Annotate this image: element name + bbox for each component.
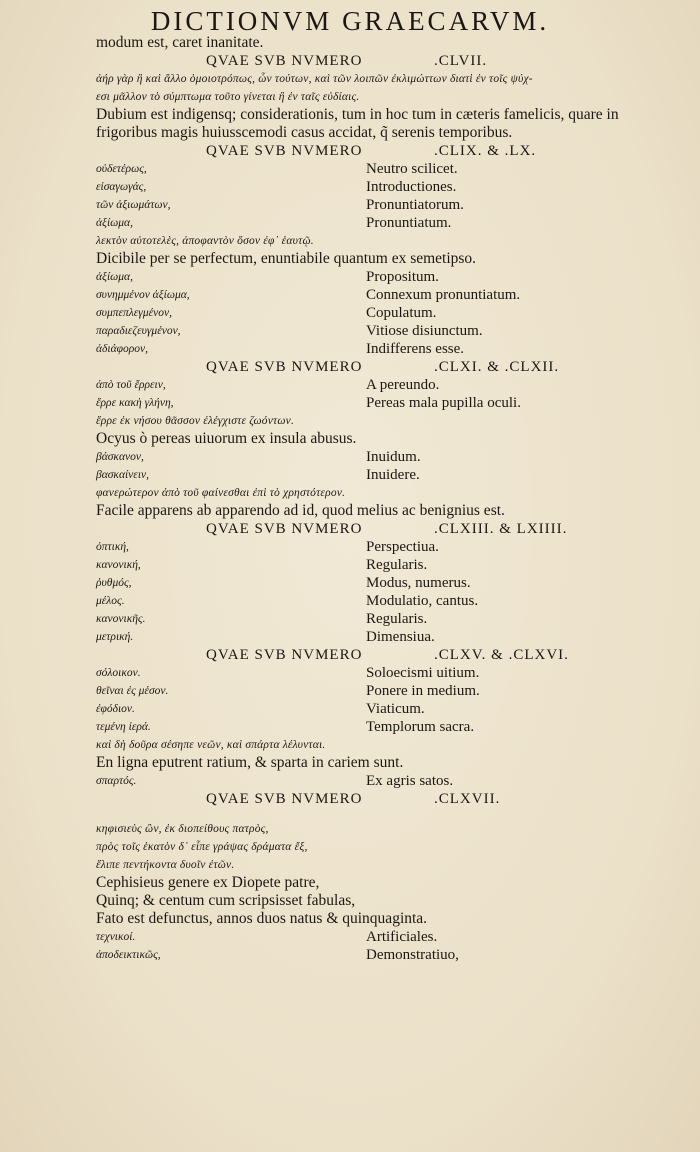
latin-translation: Pronuntiatum. [366, 215, 452, 231]
latin-translation: Regularis. [366, 557, 428, 573]
greek-term: παραδιεζευγμένον, [96, 325, 181, 337]
latin-translation: Dimensiua. [366, 629, 435, 645]
glossary-entry [96, 178, 686, 196]
greek-text-line: καὶ δὴ δοῦρα σέσηπε νεῶν, καὶ σπάρτα λέλυνται. [96, 739, 326, 751]
latin-translation: Pereas mala pupilla oculi. [366, 395, 521, 411]
latin-translation: Pronuntiatorum. [366, 197, 464, 213]
glossary-entry [96, 196, 686, 214]
latin-translation: Inuidere. [366, 467, 420, 483]
greek-text-line: ἔρρε ἐκ νήσου θᾶσσον ἐλέγχιστε ζωόντων. [96, 415, 295, 427]
section-heading [96, 142, 686, 160]
latin-translation: Viaticum. [366, 701, 425, 717]
glossary-entry [96, 574, 686, 592]
greek-term: σόλοικον. [96, 667, 141, 679]
greek-term: σπαρτός. [96, 775, 137, 787]
latin-translation: Templorum sacra. [366, 719, 475, 735]
latin-translation: Introductiones. [366, 179, 457, 195]
heading-number: .CLXI. & .CLXII. [434, 359, 560, 375]
latin-prose-line: Cephisieus genere ex Diopete patre, [96, 874, 320, 891]
running-header: DICTIONVM GRAECARVM. [150, 6, 550, 36]
heading-number: .CLXVII. [434, 791, 501, 807]
greek-text-line: φανερώτερον ἀπὸ τοῦ φαίνεσθαι ἐπὶ τὸ χρηστότερον. [96, 487, 346, 499]
latin-prose-line: Dicibile per se perfectum, enuntiabile quantum ex semetipso. [96, 250, 477, 267]
latin-translation: Perspectiua. [366, 539, 439, 555]
greek-term: ἔρρε κακὴ γλήνη, [96, 397, 174, 409]
heading-number: .CLIX. & .LX. [434, 143, 537, 159]
glossary-entry [96, 304, 686, 322]
glossary-entry [96, 394, 686, 412]
greek-term: ἀξίωμα, [96, 217, 133, 229]
glossary-entry [96, 610, 686, 628]
latin-prose-line: Quinq; & centum cum scripsisset fabulas, [96, 892, 356, 909]
latin-prose-line: frigoribus magis huiusscemodi casus accidat, q̃ serenis temporibus. [96, 124, 513, 141]
heading-label: QVAE SVB NVMERO [206, 53, 363, 69]
greek-term: βασκαίνειν, [96, 469, 149, 481]
latin-translation: Artificiales. [366, 929, 438, 945]
greek-text-line: ἔλιπε πεντήκοντα δυοῖν ἐτῶν. [96, 859, 235, 871]
greek-term: συμπεπλεγμένον, [96, 307, 172, 319]
heading-number: .CLXV. & .CLXVI. [434, 647, 569, 663]
section-heading [96, 520, 686, 538]
greek-term: μέλος. [96, 595, 125, 607]
glossary-entry [96, 286, 686, 304]
latin-translation: Ponere in medium. [366, 683, 480, 699]
section-heading [96, 358, 686, 376]
greek-text-line: λεκτὸν αὐτοτελὲς, ἀποφαντὸν ὅσον ἐφ᾽ ἑαυτῷ. [96, 235, 314, 247]
latin-translation: Demonstratiuo, [366, 947, 459, 963]
heading-label: QVAE SVB NVMERO [206, 647, 363, 663]
glossary-entry [96, 700, 686, 718]
greek-text-line: ἀήρ γὰρ ἢ καὶ ἄλλο ὁμοιοτρόπως, ὧν τούτων, καὶ τῶν λοιπῶν ἐκλιμώττων διατὶ ἐν τοῖς ψύχ- [96, 73, 533, 85]
greek-term: τεχνικοί. [96, 931, 136, 943]
latin-translation: Propositum. [366, 269, 439, 285]
greek-term: ἀξίωμα, [96, 271, 133, 283]
greek-term: ῥυθμός, [96, 577, 132, 589]
greek-term: κανονική, [96, 559, 141, 571]
glossary-entry [96, 466, 686, 484]
greek-term: εἰσαγωγάς, [96, 181, 147, 193]
greek-term: ἀδιάφορον, [96, 343, 148, 355]
greek-text-line: πρὸς τοῖς ἑκατὸν δ᾽ εἶπε γράψας δράματα ἔξ, [96, 841, 308, 853]
heading-label: QVAE SVB NVMERO [206, 791, 363, 807]
glossary-entry [96, 628, 686, 646]
glossary-entry [96, 538, 686, 556]
greek-term: τῶν ἀξιωμάτων, [96, 199, 171, 211]
glossary-entry [96, 718, 686, 736]
greek-text-line: εσι μᾶλλον τὸ σύμπτωμα τοῦτο γίνεται ἢ ἐν ταῖς εὐδίαις. [96, 91, 360, 103]
glossary-entry [96, 556, 686, 574]
glossary-entry [96, 664, 686, 682]
latin-translation: Soloecismi uitium. [366, 665, 480, 681]
greek-term: βάσκανον, [96, 451, 144, 463]
glossary-entry [96, 682, 686, 700]
latin-prose-line: Fato est defunctus, annos duos natus & quinquaginta. [96, 910, 428, 927]
greek-term: ἀπὸ τοῦ ἔρρειν, [96, 379, 166, 391]
greek-term: ἀποδεικτικῶς, [96, 949, 161, 961]
greek-term: θεῖναι ἐς μέσον. [96, 685, 169, 697]
latin-translation: Regularis. [366, 611, 428, 627]
latin-prose-line: En ligna eputrent ratium, & sparta in cariem sunt. [96, 754, 404, 771]
greek-term: οὐδετέρως, [96, 163, 147, 175]
vertical-gap [96, 808, 686, 820]
greek-term: μετρική. [96, 631, 134, 643]
greek-term: ὀπτική, [96, 541, 129, 553]
glossary-entry [96, 448, 686, 466]
latin-translation: Inuidum. [366, 449, 421, 465]
greek-term: ἐφόδιον. [96, 703, 135, 715]
heading-label: QVAE SVB NVMERO [206, 143, 363, 159]
heading-number: .CLXIII. & LXIIII. [434, 521, 568, 537]
glossary-entry [96, 268, 686, 286]
greek-term: τεμένη ἱερά. [96, 721, 151, 733]
section-heading [96, 52, 686, 70]
greek-term: συνημμένον ἀξίωμα, [96, 289, 190, 301]
section-heading [96, 646, 686, 664]
glossary-entry [96, 160, 686, 178]
latin-prose-line: Facile apparens ab apparendo ad id, quod melius ac benignius est. [96, 502, 505, 519]
heading-label: QVAE SVB NVMERO [206, 521, 363, 537]
glossary-entry [96, 592, 686, 610]
heading-label: QVAE SVB NVMERO [206, 359, 363, 375]
section-heading [96, 790, 686, 808]
latin-translation: Modulatio, cantus. [366, 593, 479, 609]
page-text [96, 34, 686, 964]
glossary-entry [96, 322, 686, 340]
latin-prose-line: Dubium est indigensq; considerationis, tum in hoc tum in cæteris famelicis, quare in [96, 106, 619, 123]
latin-translation: Connexum pronuntiatum. [366, 287, 521, 303]
glossary-entry [96, 946, 686, 964]
greek-term: κανονικῆς. [96, 613, 146, 625]
latin-translation: A pereundo. [366, 377, 440, 393]
glossary-entry [96, 376, 686, 394]
glossary-entry [96, 772, 686, 790]
latin-translation: Copulatum. [366, 305, 437, 321]
latin-translation: Indifferens esse. [366, 341, 465, 357]
latin-prose-line: modum est, caret inanitate. [96, 34, 264, 51]
glossary-entry [96, 340, 686, 358]
heading-number: .CLVII. [434, 53, 488, 69]
latin-translation: Ex agris satos. [366, 773, 454, 789]
glossary-entry [96, 214, 686, 232]
latin-translation: Vitiose disiunctum. [366, 323, 483, 339]
greek-text-line: κηφισιεὺς ὢν, ἐκ διοπείθους πατρὸς, [96, 823, 269, 835]
latin-translation: Neutro scilicet. [366, 161, 458, 177]
glossary-entry [96, 928, 686, 946]
latin-prose-line: Ocyus ò pereas uiuorum ex insula abusus. [96, 430, 357, 447]
latin-translation: Modus, numerus. [366, 575, 471, 591]
